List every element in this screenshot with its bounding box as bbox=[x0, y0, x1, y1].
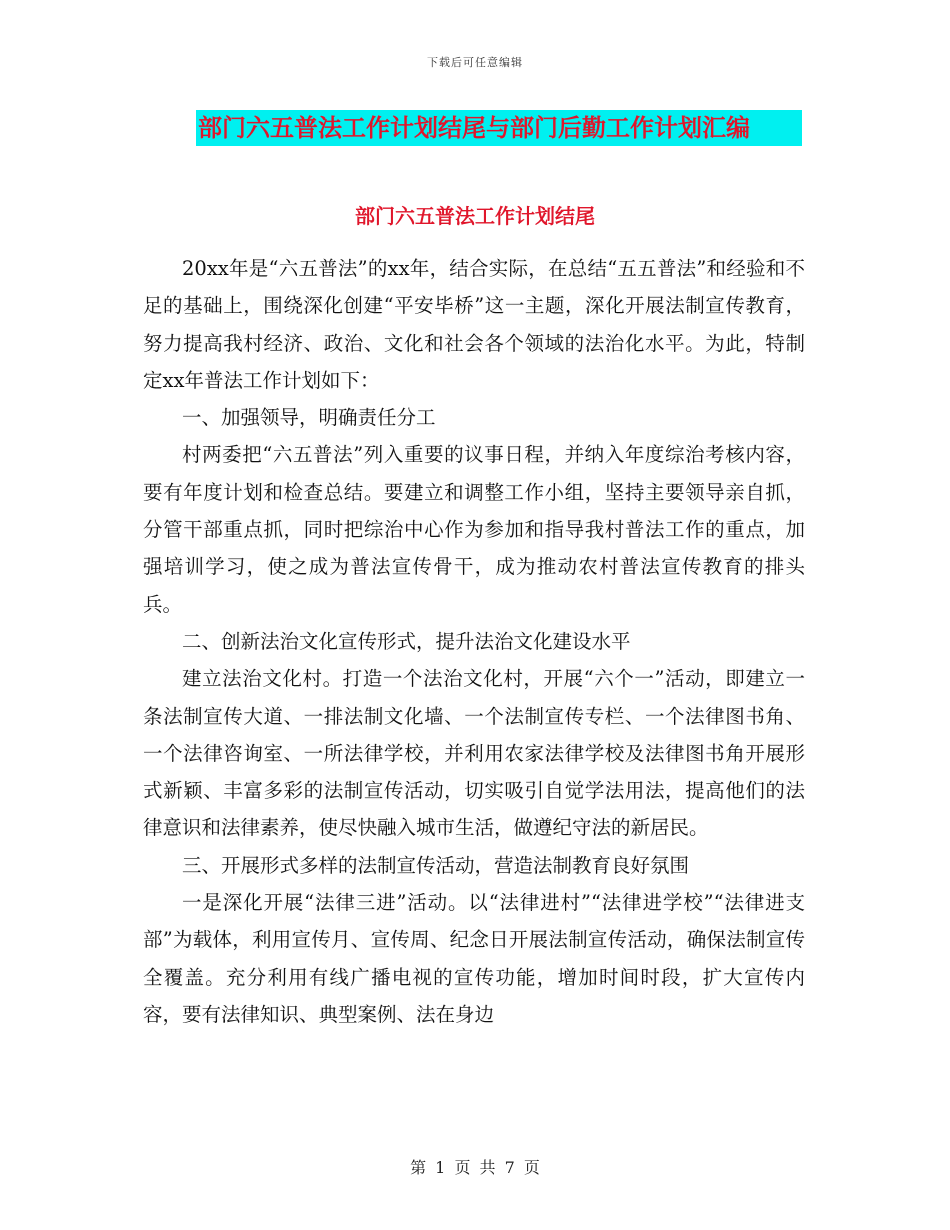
heading-2: 二、创新法治文化宣传形式，提升法治文化建设水平 bbox=[182, 629, 631, 653]
document-main-title: 部门六五普法工作计划结尾与部门后勤工作计划汇编 bbox=[196, 110, 802, 146]
document-body bbox=[143, 250, 805, 1033]
section-title: 部门六五普法工作计划结尾 bbox=[355, 204, 595, 228]
paragraph-2: 建立法治文化村。打造一个法治文化村，开展“六个一”活动，即建立一条法制宣传大道、一排法制文化墙、一个法制宣传专栏、一个法律图书角、一个法律咨询室、一所法律学校，并利用农家法律学校及法律图书角开展形式新颖、丰富多彩的法制宣传活动，切实吸引自觉学法用法，提高他们的法律意识和法律素养，使尽快融入城市生活，做遵纪守法的新居民。 bbox=[143, 667, 805, 840]
paragraph-intro: 20xx年是“六五普法”的xx年，结合实际，在总结“五五普法”和经验和不足的基础上，围绕深化创建“平安毕桥”这一主题，深化开展法制宣传教育，努力提高我村经济、政治、文化和社会各个领域的法治化水平。为此，特制定xx年普法工作计划如下： bbox=[143, 257, 805, 392]
heading-1: 一、加强领导，明确责任分工 bbox=[182, 406, 436, 430]
page-number: 第 1 页 共 7 页 bbox=[410, 1158, 540, 1177]
heading-3: 三、开展形式多样的法制宣传活动，营造法制教育良好氛围 bbox=[182, 853, 690, 877]
paragraph-3: 一是深化开展“法律三进”活动。以“法律进村”“法律进学校”“法律进支部”为载体，利用宣传月、宣传周、纪念日开展法制宣传活动，确保法制宣传全覆盖。充分利用有线广播电视的宣传功能，增加时间时段，扩大宣传内容，要有法律知识、典型案例、法在身边 bbox=[143, 891, 805, 1026]
header-note: 下载后可任意编辑 bbox=[427, 56, 523, 69]
paragraph-1: 村两委把“六五普法”列入重要的议事日程，并纳入年度综治考核内容，要有年度计划和检查总结。要建立和调整工作小组，坚持主要领导亲自抓，分管干部重点抓，同时把综治中心作为参加和指导我村普法工作的重点，加强培训学习，使之成为普法宣传骨干，成为推动农村普法宣传教育的排头兵。 bbox=[143, 443, 805, 616]
